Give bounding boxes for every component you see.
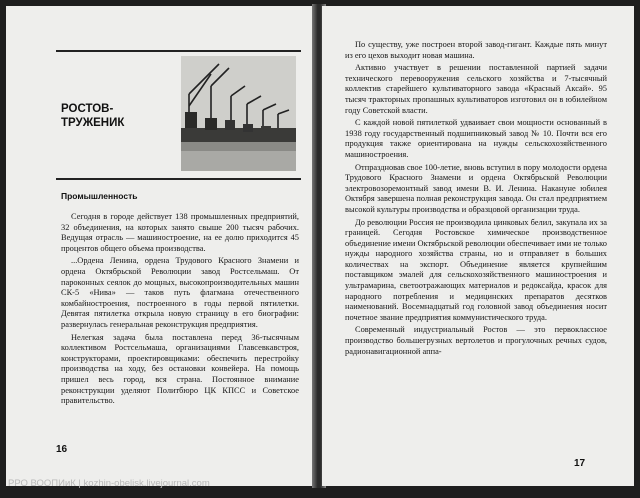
harbor-cranes-photo: [181, 56, 296, 171]
paragraph: До революции Россия не производила цинковых белил, закупала их за границей. Сегодня Ростовское химическое производственное объединение имени Октябрьской революции обеспечивает ими не только нужды народного хозяйства страны, но и отправляет в больших количествах на экспорт. Объединение является крупнейшим поставщиком эмалей для сельскохозяйственного машиностроения и ультрамарина, светоотражающих материалов и редоксайда, красок для народного потребления и медицинских препаратов десятков наименований. Восемнадцатый год головной завод объединения носит почетное звание предприятия коммунистического труда.: [345, 217, 607, 322]
watermark: РРО ВООПИиК | kozhin-obelisk.livejournal.com: [8, 478, 210, 489]
subheading: Промышленность: [61, 191, 138, 201]
section-title: РОСТОВ- ТРУЖЕНИК: [61, 103, 125, 129]
top-rule: [56, 50, 301, 52]
left-page: [6, 6, 316, 486]
page-number: 17: [574, 458, 586, 469]
paragraph: Нелегкая задача была поставлена перед 36-тысячным коллективом Ростсельмаша, организациями Главсевкавстроя, конструкторами, проектировщиками: обеспечить перестройку производства на ходу, без остановки конвейера. На помощь пришел весь город, вся страна. Постоянное внимание реконструкции уделяют Политбюро ЦК КПСС и Советское правительство.: [61, 332, 299, 406]
left-body-text: [61, 212, 299, 409]
paragraph: ...Ордена Ленина, ордена Трудового Красного Знамени и ордена Октябрьской Революции завод Ростсельмаш. От пароконных сеялок до мощных, высокопроизводительных машин СК-5 «Нива» — таков путь флагмана отечественного комбайностроения, построенного в годы первой пятилетки. Девятая пятилетка открыла новую страницу в его биографии: развернулась генеральная реконструкция предприятия.: [61, 256, 299, 329]
paragraph: С каждой новой пятилеткой удваивает свои мощности основанный в 1938 году государственный подшипниковый завод № 10. Почти вся его продукция также ориентирована на нужды сельскохозяйственного машиностроения.: [345, 118, 607, 159]
page-number: 16: [56, 444, 68, 455]
right-page: [322, 6, 634, 486]
bottom-rule: [56, 178, 301, 180]
paragraph: Современный индустриальный Ростов — это первоклассное производство большегрузных вертолетов и прогулочных речных судов, радионавигационной аппа-: [345, 325, 607, 356]
paragraph: Отпраздновав свое 100-летие, вновь вступил в пору молодости ордена Трудового Красного Знамени и ордена Октябрьской Революции электровозоремонтный завод имени В. И. Ленина. Накануне юбилея Октября завершена полная реконструкция завода. Он стал предприятием высокой культуры производства и образцовой организации труда.: [345, 162, 607, 214]
paragraph: Активно участвует в решении поставленной партией задачи технического перевооружения сельского хозяйства и 7-тысячный коллектив старейшего культиваторного завода «Красный Аксай». 95 тысяч тракторных пропашных культиваторов изготовил он в юбилейном году Советской власти.: [345, 63, 607, 115]
right-body-text: [345, 40, 607, 359]
paragraph: Сегодня в городе действует 138 промышленных предприятий, 32 объединения, на которых занято свыше 200 тысяч рабочих. Ведущая отрасль — машиностроение, на ее долю приходится 45 процентов общего объема производства.: [61, 212, 299, 253]
paragraph: По существу, уже построен второй завод-гигант. Каждые пять минут из его цехов выходит новая машина.: [345, 40, 607, 60]
